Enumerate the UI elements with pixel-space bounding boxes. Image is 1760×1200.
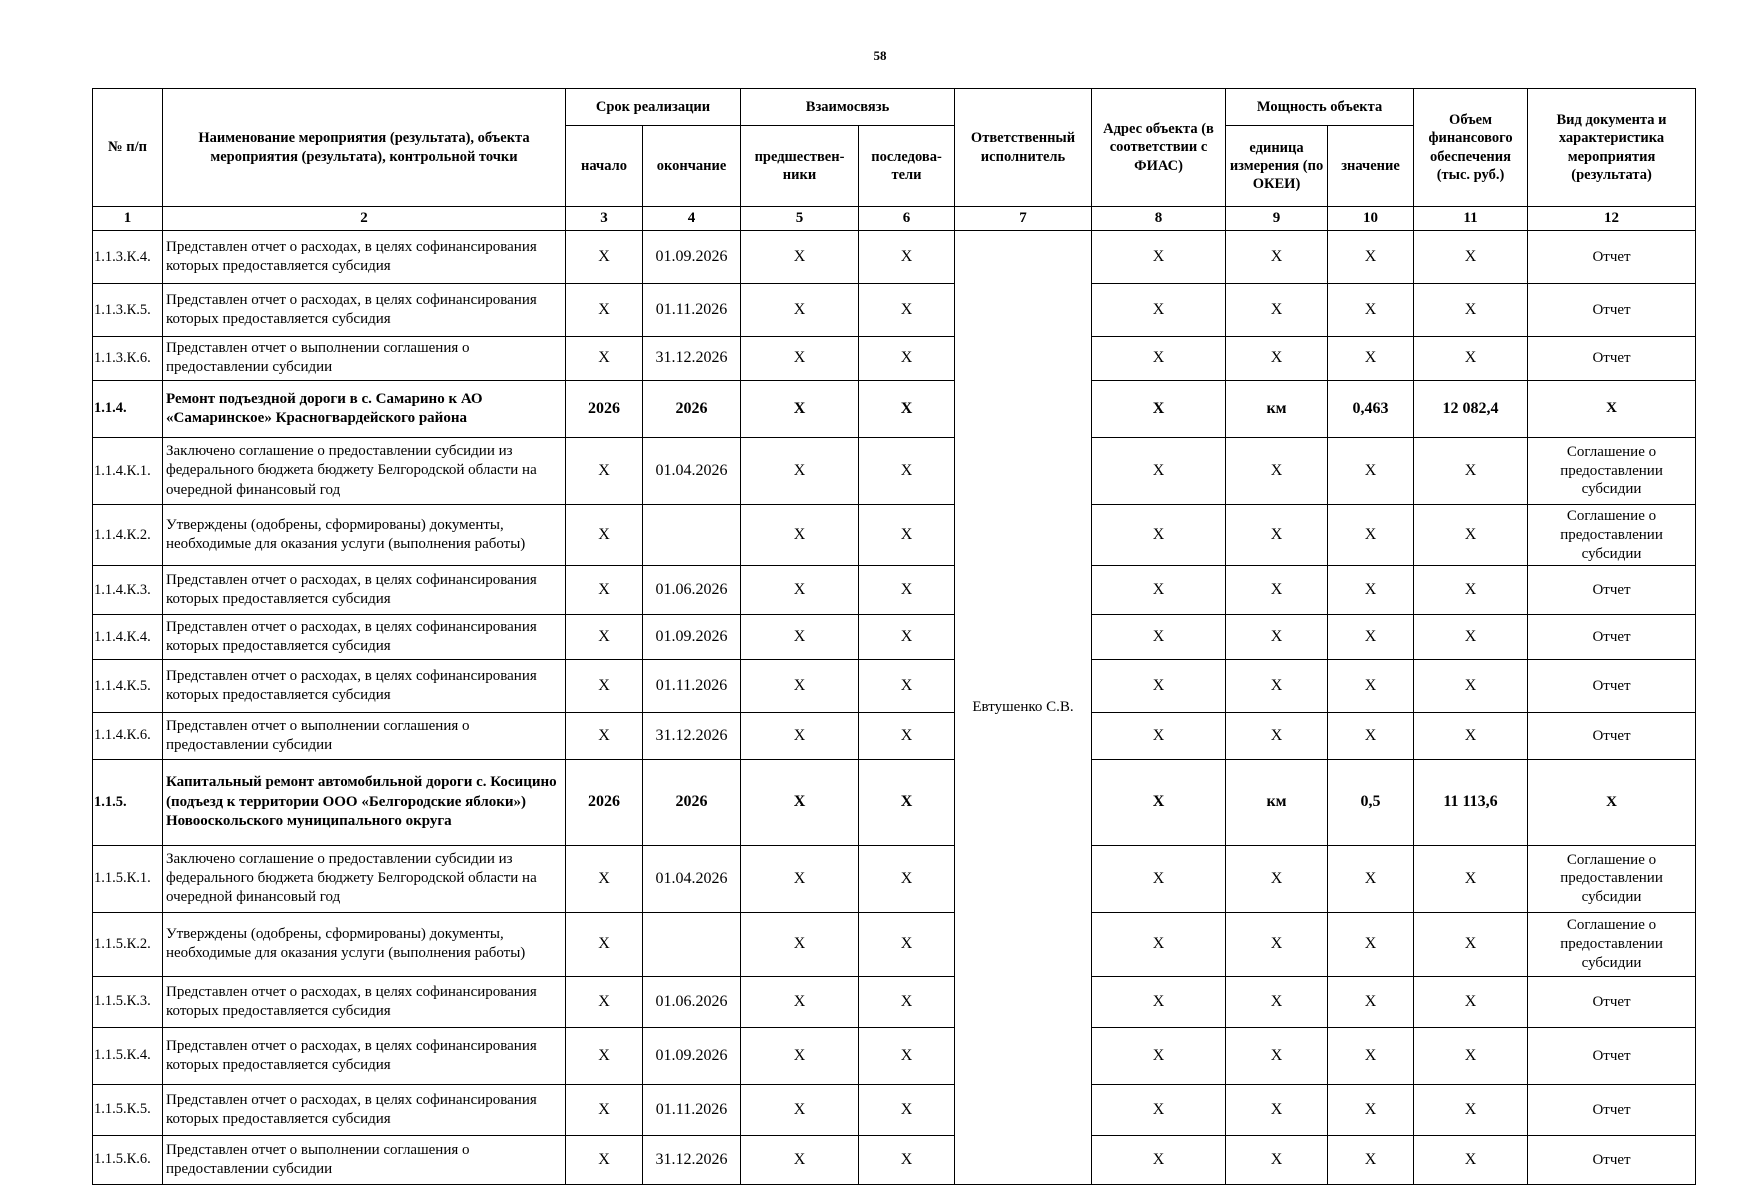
row-value: X bbox=[1328, 231, 1414, 284]
row-next: X bbox=[859, 566, 955, 615]
row-end: 2026 bbox=[643, 759, 741, 845]
row-prev: X bbox=[741, 713, 859, 760]
row-code: 1.1.4.К.5. bbox=[93, 660, 163, 713]
row-end bbox=[643, 505, 741, 566]
col-number: 4 bbox=[643, 207, 741, 231]
row-value: X bbox=[1328, 284, 1414, 337]
row-value: 0,463 bbox=[1328, 380, 1414, 437]
row-address: X bbox=[1092, 231, 1226, 284]
row-unit: X bbox=[1226, 337, 1328, 381]
row-code: 1.1.4. bbox=[93, 380, 163, 437]
row-start: X bbox=[566, 845, 643, 912]
row-end: 31.12.2026 bbox=[643, 1135, 741, 1184]
row-next: X bbox=[859, 660, 955, 713]
row-unit: X bbox=[1226, 231, 1328, 284]
row-code: 1.1.5.К.2. bbox=[93, 912, 163, 976]
row-prev: X bbox=[741, 566, 859, 615]
row-prev: X bbox=[741, 437, 859, 504]
row-code: 1.1.3.К.4. bbox=[93, 231, 163, 284]
row-code: 1.1.5.К.4. bbox=[93, 1027, 163, 1084]
row-address: X bbox=[1092, 912, 1226, 976]
row-address: X bbox=[1092, 615, 1226, 660]
row-name: Представлен отчет о расходах, в целях софинансирования которых предоставляется субсидия bbox=[163, 566, 566, 615]
row-start: 2026 bbox=[566, 759, 643, 845]
row-doc-type: Отчет bbox=[1528, 284, 1696, 337]
row-doc-type: Соглашение о предоставлении субсидии bbox=[1528, 505, 1696, 566]
row-address: X bbox=[1092, 337, 1226, 381]
row-doc-type: Соглашение о предоставлении субсидии bbox=[1528, 912, 1696, 976]
row-name: Представлен отчет о расходах, в целях софинансирования которых предоставляется субсидия bbox=[163, 660, 566, 713]
row-prev: X bbox=[741, 977, 859, 1028]
row-finance: X bbox=[1414, 566, 1528, 615]
row-finance: 11 113,6 bbox=[1414, 759, 1528, 845]
table-body bbox=[93, 231, 1696, 1185]
row-next: X bbox=[859, 380, 955, 437]
row-code: 1.1.4.К.1. bbox=[93, 437, 163, 504]
row-address: X bbox=[1092, 759, 1226, 845]
row-address: X bbox=[1092, 566, 1226, 615]
row-unit: X bbox=[1226, 284, 1328, 337]
table-row bbox=[93, 615, 1696, 660]
row-unit: км bbox=[1226, 759, 1328, 845]
row-value: 0,5 bbox=[1328, 759, 1414, 845]
row-value: X bbox=[1328, 615, 1414, 660]
row-end: 01.11.2026 bbox=[643, 660, 741, 713]
row-doc-type: Отчет bbox=[1528, 566, 1696, 615]
table-row bbox=[93, 845, 1696, 912]
row-address: X bbox=[1092, 284, 1226, 337]
row-next: X bbox=[859, 437, 955, 504]
row-address: X bbox=[1092, 1135, 1226, 1184]
row-finance: X bbox=[1414, 845, 1528, 912]
row-next: X bbox=[859, 1027, 955, 1084]
table-row bbox=[93, 437, 1696, 504]
row-finance: X bbox=[1414, 1135, 1528, 1184]
row-finance: X bbox=[1414, 231, 1528, 284]
row-doc-type: Отчет bbox=[1528, 1027, 1696, 1084]
row-name: Утверждены (одобрены, сформированы) документы, необходимые для оказания услуги (выполнения работы) bbox=[163, 505, 566, 566]
header-capacity: Мощность объекта bbox=[1226, 89, 1414, 126]
row-start: X bbox=[566, 231, 643, 284]
row-address: X bbox=[1092, 505, 1226, 566]
row-start: X bbox=[566, 912, 643, 976]
table-row bbox=[93, 1085, 1696, 1136]
row-unit: X bbox=[1226, 977, 1328, 1028]
row-start: X bbox=[566, 615, 643, 660]
row-unit: X bbox=[1226, 437, 1328, 504]
row-doc-type: Отчет bbox=[1528, 1135, 1696, 1184]
row-code: 1.1.3.К.5. bbox=[93, 284, 163, 337]
row-start: X bbox=[566, 660, 643, 713]
row-value: X bbox=[1328, 566, 1414, 615]
table-row bbox=[93, 380, 1696, 437]
row-unit: X bbox=[1226, 660, 1328, 713]
row-next: X bbox=[859, 284, 955, 337]
row-end: 01.04.2026 bbox=[643, 437, 741, 504]
header-term: Срок реализации bbox=[566, 89, 741, 126]
row-address: X bbox=[1092, 713, 1226, 760]
row-code: 1.1.3.К.6. bbox=[93, 337, 163, 381]
table-row bbox=[93, 231, 1696, 284]
row-start: X bbox=[566, 505, 643, 566]
row-start: X bbox=[566, 284, 643, 337]
row-name: Представлен отчет о расходах, в целях софинансирования которых предоставляется субсидия bbox=[163, 284, 566, 337]
col-number: 12 bbox=[1528, 207, 1696, 231]
row-name: Ремонт подъездной дороги в с. Самарино к АО «Самаринское» Красногвардейского района bbox=[163, 380, 566, 437]
row-end: 31.12.2026 bbox=[643, 713, 741, 760]
row-end: 01.09.2026 bbox=[643, 231, 741, 284]
row-end: 01.09.2026 bbox=[643, 615, 741, 660]
row-finance: X bbox=[1414, 660, 1528, 713]
row-finance: X bbox=[1414, 284, 1528, 337]
row-prev: X bbox=[741, 1085, 859, 1136]
table-row bbox=[93, 977, 1696, 1028]
row-name: Капитальный ремонт автомобильной дороги с. Косицино (подъезд к территории ООО «Белгородские яблоки») Новооскольского муниципального округа bbox=[163, 759, 566, 845]
row-next: X bbox=[859, 337, 955, 381]
row-value: X bbox=[1328, 1135, 1414, 1184]
row-prev: X bbox=[741, 845, 859, 912]
row-name: Представлен отчет о выполнении соглашения о предоставлении субсидии bbox=[163, 713, 566, 760]
table-row bbox=[93, 337, 1696, 381]
row-next: X bbox=[859, 615, 955, 660]
header-name: Наименование мероприятия (результата), объекта мероприятия (результата), контрольной точки bbox=[163, 89, 566, 207]
table-row bbox=[93, 759, 1696, 845]
header-term-end: окончание bbox=[643, 126, 741, 207]
col-number: 1 bbox=[93, 207, 163, 231]
row-prev: X bbox=[741, 615, 859, 660]
row-prev: X bbox=[741, 505, 859, 566]
row-name: Представлен отчет о расходах, в целях софинансирования которых предоставляется субсидия bbox=[163, 231, 566, 284]
row-name: Представлен отчет о расходах, в целях софинансирования которых предоставляется субсидия bbox=[163, 1027, 566, 1084]
row-prev: X bbox=[741, 284, 859, 337]
row-next: X bbox=[859, 1085, 955, 1136]
row-finance: X bbox=[1414, 912, 1528, 976]
row-end: 01.11.2026 bbox=[643, 284, 741, 337]
row-finance: X bbox=[1414, 615, 1528, 660]
row-doc-type: Соглашение о предоставлении субсидии bbox=[1528, 437, 1696, 504]
row-prev: X bbox=[741, 380, 859, 437]
header-term-start: начало bbox=[566, 126, 643, 207]
row-name: Представлен отчет о расходах, в целях софинансирования которых предоставляется субсидия bbox=[163, 1085, 566, 1136]
row-name: Заключено соглашение о предоставлении субсидии из федерального бюджета бюджету Белгородской области на очередной финансовый год bbox=[163, 845, 566, 912]
row-end: 01.09.2026 bbox=[643, 1027, 741, 1084]
row-unit: X bbox=[1226, 1027, 1328, 1084]
row-name: Утверждены (одобрены, сформированы) документы, необходимые для оказания услуги (выполнения работы) bbox=[163, 912, 566, 976]
row-address: X bbox=[1092, 1085, 1226, 1136]
col-number: 8 bbox=[1092, 207, 1226, 231]
row-prev: X bbox=[741, 660, 859, 713]
table-row bbox=[93, 566, 1696, 615]
row-end bbox=[643, 912, 741, 976]
row-prev: X bbox=[741, 912, 859, 976]
row-next: X bbox=[859, 713, 955, 760]
header-number: № п/п bbox=[93, 89, 163, 207]
col-number: 7 bbox=[955, 207, 1092, 231]
header-cap-unit: единица измерения (по ОКЕИ) bbox=[1226, 126, 1328, 207]
row-doc-type: Отчет bbox=[1528, 660, 1696, 713]
header-rel-prev: предшествен-ники bbox=[741, 126, 859, 207]
row-start: 2026 bbox=[566, 380, 643, 437]
row-start: X bbox=[566, 1085, 643, 1136]
row-code: 1.1.4.К.6. bbox=[93, 713, 163, 760]
row-code: 1.1.5.К.3. bbox=[93, 977, 163, 1028]
row-end: 01.06.2026 bbox=[643, 566, 741, 615]
row-next: X bbox=[859, 977, 955, 1028]
table-row bbox=[93, 1135, 1696, 1184]
row-doc-type: X bbox=[1528, 759, 1696, 845]
row-address: X bbox=[1092, 845, 1226, 912]
header-cap-value: значение bbox=[1328, 126, 1414, 207]
row-finance: X bbox=[1414, 1085, 1528, 1136]
row-code: 1.1.5.К.6. bbox=[93, 1135, 163, 1184]
row-doc-type: Отчет bbox=[1528, 713, 1696, 760]
page-number: 58 bbox=[873, 48, 887, 63]
col-number: 9 bbox=[1226, 207, 1328, 231]
row-doc-type: Соглашение о предоставлении субсидии bbox=[1528, 845, 1696, 912]
row-start: X bbox=[566, 337, 643, 381]
row-next: X bbox=[859, 759, 955, 845]
row-end: 01.06.2026 bbox=[643, 977, 741, 1028]
row-doc-type: Отчет bbox=[1528, 615, 1696, 660]
col-number: 11 bbox=[1414, 207, 1528, 231]
row-finance: X bbox=[1414, 505, 1528, 566]
row-value: X bbox=[1328, 660, 1414, 713]
table-row bbox=[93, 912, 1696, 976]
row-finance: 12 082,4 bbox=[1414, 380, 1528, 437]
events-table bbox=[92, 88, 1696, 1185]
row-unit: км bbox=[1226, 380, 1328, 437]
header-relation: Взаимосвязь bbox=[741, 89, 955, 126]
row-unit: X bbox=[1226, 912, 1328, 976]
row-finance: X bbox=[1414, 1027, 1528, 1084]
row-address: X bbox=[1092, 380, 1226, 437]
row-address: X bbox=[1092, 1027, 1226, 1084]
row-code: 1.1.4.К.3. bbox=[93, 566, 163, 615]
row-unit: X bbox=[1226, 1135, 1328, 1184]
row-next: X bbox=[859, 845, 955, 912]
row-start: X bbox=[566, 437, 643, 504]
row-start: X bbox=[566, 713, 643, 760]
row-doc-type: Отчет bbox=[1528, 1085, 1696, 1136]
row-doc-type: X bbox=[1528, 380, 1696, 437]
col-number: 5 bbox=[741, 207, 859, 231]
row-finance: X bbox=[1414, 437, 1528, 504]
row-code: 1.1.5.К.5. bbox=[93, 1085, 163, 1136]
row-value: X bbox=[1328, 713, 1414, 760]
row-finance: X bbox=[1414, 713, 1528, 760]
row-value: X bbox=[1328, 1085, 1414, 1136]
header-rel-next: последова-тели bbox=[859, 126, 955, 207]
row-name: Заключено соглашение о предоставлении субсидии из федерального бюджета бюджету Белгородской области на очередной финансовый год bbox=[163, 437, 566, 504]
row-finance: X bbox=[1414, 977, 1528, 1028]
table-row bbox=[93, 505, 1696, 566]
row-finance: X bbox=[1414, 337, 1528, 381]
table-row bbox=[93, 1027, 1696, 1084]
row-next: X bbox=[859, 231, 955, 284]
row-next: X bbox=[859, 912, 955, 976]
row-end: 2026 bbox=[643, 380, 741, 437]
row-code: 1.1.4.К.2. bbox=[93, 505, 163, 566]
row-code: 1.1.4.К.4. bbox=[93, 615, 163, 660]
col-number: 6 bbox=[859, 207, 955, 231]
header-doc-type: Вид документа и характеристика мероприятия (результата) bbox=[1528, 89, 1696, 207]
row-end: 01.11.2026 bbox=[643, 1085, 741, 1136]
row-unit: X bbox=[1226, 566, 1328, 615]
row-prev: X bbox=[741, 1027, 859, 1084]
row-doc-type: Отчет bbox=[1528, 337, 1696, 381]
row-start: X bbox=[566, 1027, 643, 1084]
row-start: X bbox=[566, 977, 643, 1028]
table-row bbox=[93, 713, 1696, 760]
row-end: 01.04.2026 bbox=[643, 845, 741, 912]
row-value: X bbox=[1328, 437, 1414, 504]
header-responsible: Ответственный исполнитель bbox=[955, 89, 1092, 207]
row-unit: X bbox=[1226, 845, 1328, 912]
row-prev: X bbox=[741, 1135, 859, 1184]
col-number: 2 bbox=[163, 207, 566, 231]
row-start: X bbox=[566, 1135, 643, 1184]
col-number: 3 bbox=[566, 207, 643, 231]
row-prev: X bbox=[741, 337, 859, 381]
col-number: 10 bbox=[1328, 207, 1414, 231]
row-name: Представлен отчет о расходах, в целях софинансирования которых предоставляется субсидия bbox=[163, 977, 566, 1028]
table-row bbox=[93, 284, 1696, 337]
row-next: X bbox=[859, 505, 955, 566]
row-address: X bbox=[1092, 437, 1226, 504]
row-address: X bbox=[1092, 977, 1226, 1028]
row-unit: X bbox=[1226, 505, 1328, 566]
row-prev: X bbox=[741, 759, 859, 845]
row-name: Представлен отчет о выполнении соглашения о предоставлении субсидии bbox=[163, 337, 566, 381]
row-name: Представлен отчет о выполнении соглашения о предоставлении субсидии bbox=[163, 1135, 566, 1184]
table-row bbox=[93, 660, 1696, 713]
row-address: X bbox=[1092, 660, 1226, 713]
row-doc-type: Отчет bbox=[1528, 231, 1696, 284]
row-next: X bbox=[859, 1135, 955, 1184]
row-value: X bbox=[1328, 845, 1414, 912]
row-unit: X bbox=[1226, 615, 1328, 660]
row-value: X bbox=[1328, 1027, 1414, 1084]
row-value: X bbox=[1328, 977, 1414, 1028]
header-finance: Объем финансового обеспечения (тыс. руб.) bbox=[1414, 89, 1528, 207]
row-doc-type: Отчет bbox=[1528, 977, 1696, 1028]
row-value: X bbox=[1328, 337, 1414, 381]
row-start: X bbox=[566, 566, 643, 615]
row-end: 31.12.2026 bbox=[643, 337, 741, 381]
responsible-person: Евтушенко С.В. bbox=[955, 231, 1092, 1185]
row-prev: X bbox=[741, 231, 859, 284]
row-unit: X bbox=[1226, 1085, 1328, 1136]
row-code: 1.1.5.К.1. bbox=[93, 845, 163, 912]
row-unit: X bbox=[1226, 713, 1328, 760]
row-code: 1.1.5. bbox=[93, 759, 163, 845]
row-name: Представлен отчет о расходах, в целях софинансирования которых предоставляется субсидия bbox=[163, 615, 566, 660]
row-value: X bbox=[1328, 912, 1414, 976]
row-value: X bbox=[1328, 505, 1414, 566]
header-address: Адрес объекта (в соответствии с ФИАС) bbox=[1092, 89, 1226, 207]
